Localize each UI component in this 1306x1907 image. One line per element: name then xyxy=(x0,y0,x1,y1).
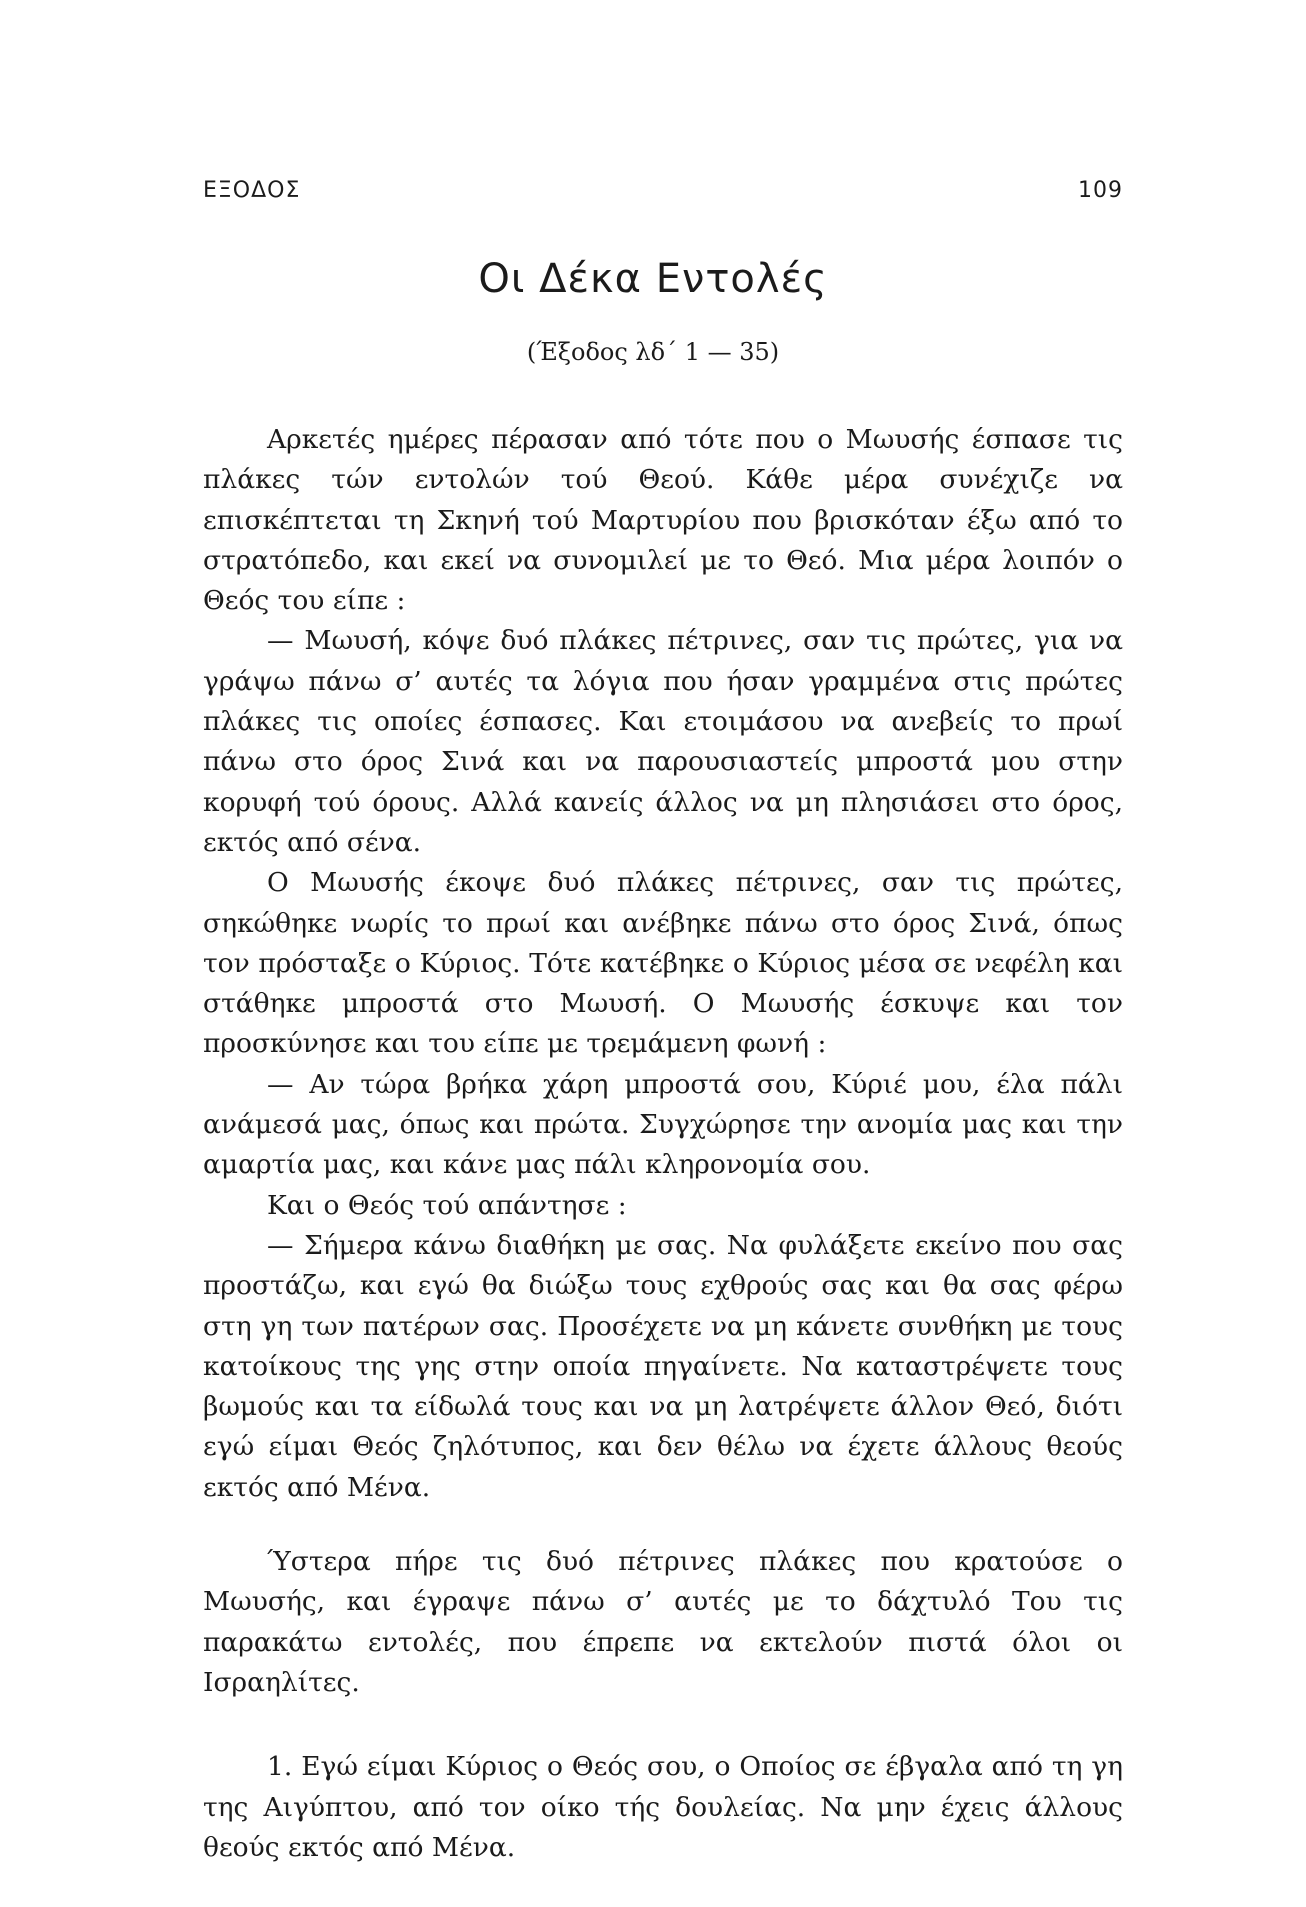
paragraph: Αρκετές ημέρες πέρασαν από τότε που ο Μωυσής έσπασε τις πλάκες τών εντολών τού Θεού. Κάθε μέρα συνέχιζε να επισκέπτεται τη Σκηνή τού Μαρτυρίου που βρισκόταν έξω από το στρατόπεδο, και εκεί να συνομιλεί με το Θεό. Μια μέρα λοιπόν ο Θεός του είπε : xyxy=(203,424,1123,617)
paragraph: — Σήμερα κάνω διαθήκη με σας. Να φυλάξετε εκείνο που σας προστάζω, και εγώ θα διώξω τους εχθρούς σας και θα σας φέρω στη γη των πατέρων σας. Προσέχετε να μη κάνετε συνθήκη με τους κατοίκους της γης στην οποία πηγαίνετε. Να καταστρέψετε τους βωμούς και τα είδωλά τους και να μη λατρέψετε άλλον Θεό, διότι εγώ είμαι Θεός ζηλότυπος, και δεν θέλω να έχετε άλλους θεούς εκτός από Μένα. xyxy=(203,1229,1123,1503)
paragraph: Και ο Θεός τού απάντησε : xyxy=(267,1189,627,1221)
section-title: ΕΞΟΔΟΣ xyxy=(203,178,301,203)
scripture-reference: (Έξοδος λδ΄ 1 — 35) xyxy=(526,338,780,366)
paragraph: Ύστερα πήρε τις δυό πέτρινες πλάκες που κρατούσε ο Μωυσής, και έγραψε πάνω σ’ αυτές με το δάχτυλό Του τις παρακάτω εντολές, που έπρεπε να εκτελούν πιστά όλοι οι Ισραηλίτες. xyxy=(203,1546,1123,1698)
paragraph: — Αν τώρα βρήκα χάρη μπροστά σου, Κύριέ μου, έλα πάλι ανάμεσά μας, όπως και πρώτα. Συγχώρησε την ανομία μας και την αμαρτία μας, και κάνε μας πάλι κληρονομία σου. xyxy=(203,1068,1123,1181)
paragraph: Ο Μωυσής έκοψε δυό πλάκες πέτρινες, σαν τις πρώτες, σηκώθηκε νωρίς το πρωί και ανέβηκε πάνω στο όρος Σινά, όπως τον πρόσταξε ο Κύριος. Τότε κατέβηκε ο Κύριος μέσα σε νεφέλη και στάθηκε μπροστά στο Μωυσή. Ο Μωυσής έσκυψε και τον προσκύνησε και του είπε με τρεμάμενη φωνή : xyxy=(203,867,1123,1060)
page-number: 109 xyxy=(1078,178,1123,203)
running-header xyxy=(203,178,1123,214)
numbered-commandment: 1. Εγώ είμαι Κύριος ο Θεός σου, ο Οποίος σε έβγαλα από τη γη της Αιγύπτου, από τον οίκο τής δουλείας. Να μην έχεις άλλους θεούς εκτός από Μένα. xyxy=(203,1751,1123,1863)
chapter-title: Οι Δέκα Εντολές xyxy=(478,256,828,302)
body-text xyxy=(203,420,1123,1868)
paragraph: — Μωυσή, κόψε δυό πλάκες πέτρινες, σαν τις πρώτες, για να γράψω πάνω σ’ αυτές τα λόγια που ήσαν γραμμένα στις πρώτες πλάκες τις οποίες έσπασες. Και ετοιμάσου να ανεβείς το πρωί πάνω στο όρος Σινά και να παρουσιαστείς μπροστά μου στην κορυφή τού όρους. Αλλά κανείς άλλος να μη πλησιάσει στο όρος, εκτός από σένα. xyxy=(203,625,1123,858)
